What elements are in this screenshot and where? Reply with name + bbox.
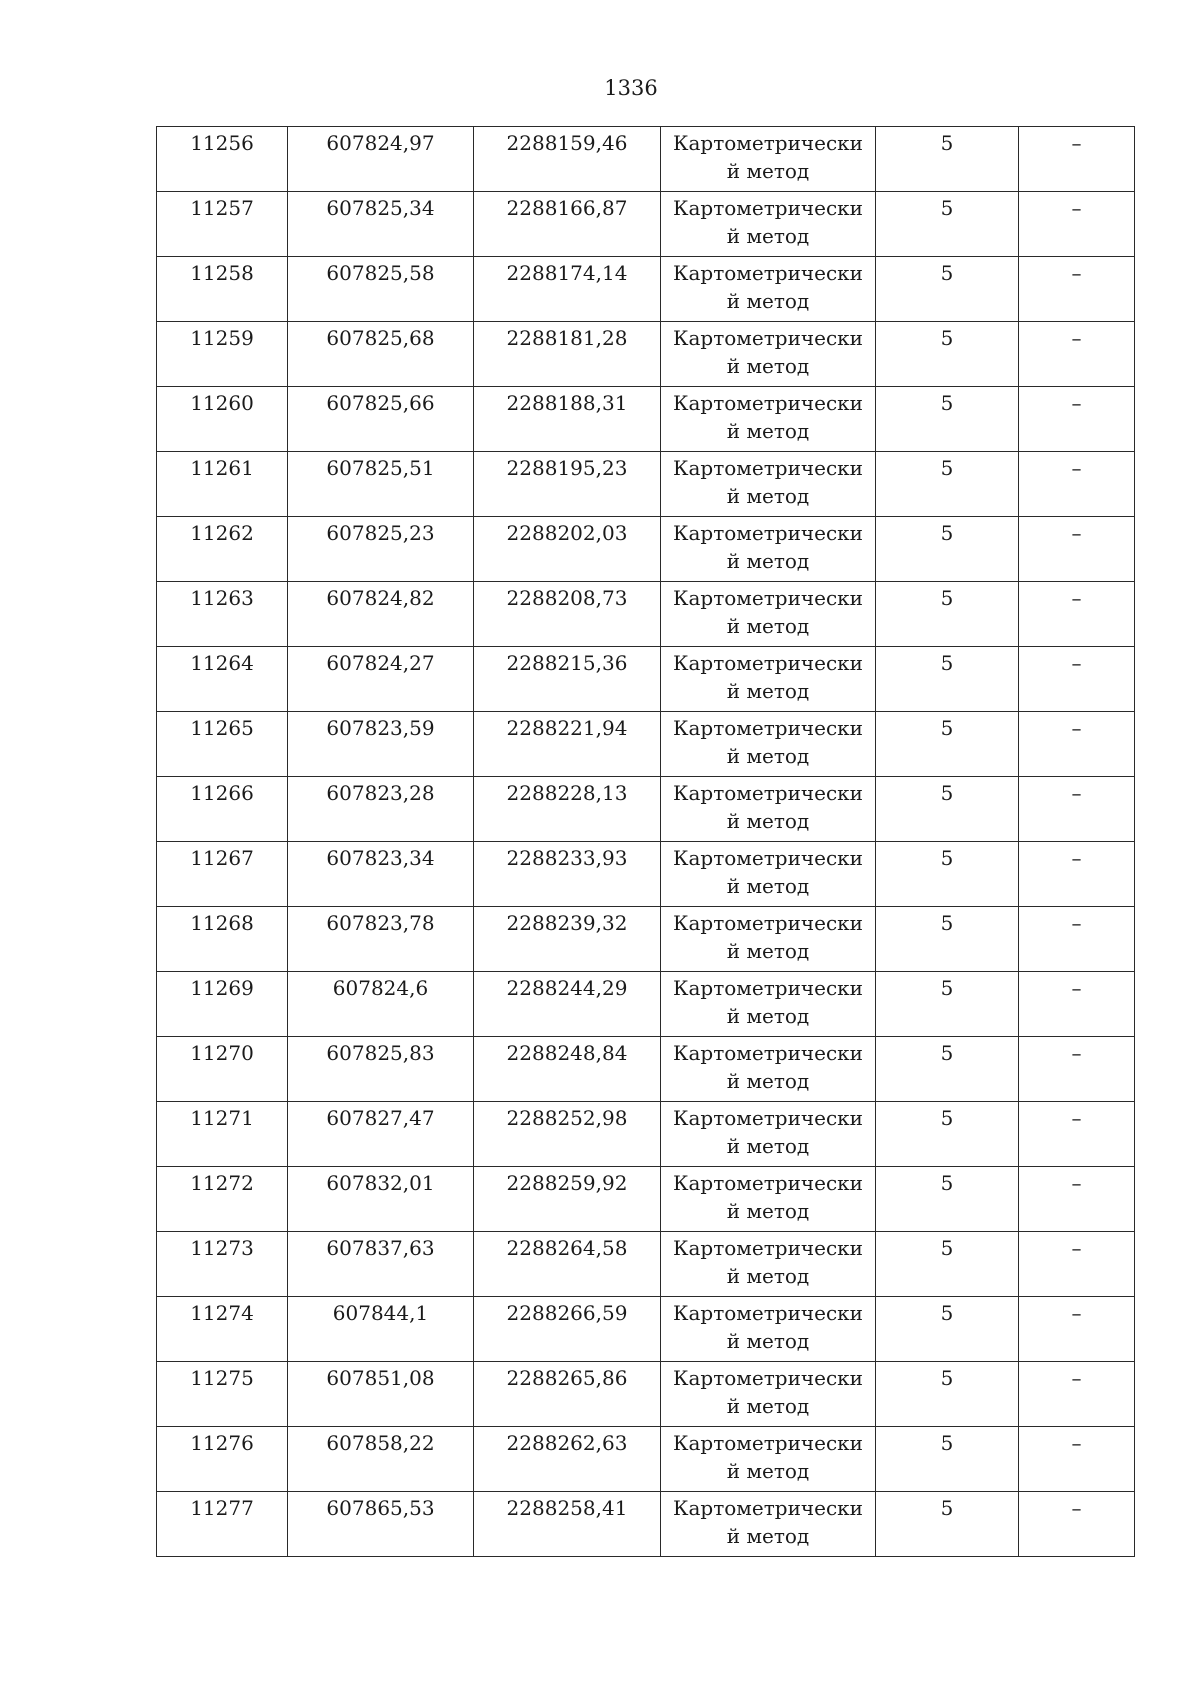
y-coordinate-cell-text: 2288264,58	[506, 1236, 628, 1260]
point-number-cell	[157, 777, 288, 842]
method-cell	[661, 1167, 876, 1232]
accuracy-cell	[876, 907, 1019, 972]
note-cell	[1019, 907, 1135, 972]
y-coordinate-cell-text: 2288259,92	[506, 1171, 628, 1195]
note-cell	[1019, 842, 1135, 907]
point-number-cell	[157, 582, 288, 647]
point-number-cell-text: 11266	[190, 781, 254, 805]
note-cell-text: –	[1071, 131, 1082, 155]
accuracy-cell	[876, 842, 1019, 907]
accuracy-cell-text: 5	[940, 781, 954, 805]
accuracy-cell-text: 5	[940, 261, 954, 285]
method-cell-text: Картометрический метод	[673, 391, 863, 443]
point-number-cell	[157, 1297, 288, 1362]
accuracy-cell	[876, 1167, 1019, 1232]
y-coordinate-cell	[474, 1102, 661, 1167]
y-coordinate-cell	[474, 517, 661, 582]
accuracy-cell-text: 5	[940, 1106, 954, 1130]
point-number-cell	[157, 517, 288, 582]
table-row	[157, 972, 1135, 1037]
note-cell-text: –	[1071, 326, 1082, 350]
note-cell-text: –	[1071, 261, 1082, 285]
point-number-cell-text: 11259	[190, 326, 254, 350]
note-cell	[1019, 777, 1135, 842]
point-number-cell	[157, 842, 288, 907]
x-coordinate-cell-text: 607825,66	[326, 391, 435, 415]
accuracy-cell-text: 5	[940, 1301, 954, 1325]
point-number-cell-text: 11261	[190, 456, 254, 480]
accuracy-cell-text: 5	[940, 716, 954, 740]
x-coordinate-cell-text: 607858,22	[326, 1431, 435, 1455]
y-coordinate-cell	[474, 972, 661, 1037]
x-coordinate-cell-text: 607825,51	[326, 456, 435, 480]
table-row	[157, 907, 1135, 972]
note-cell-text: –	[1071, 1496, 1082, 1520]
table-row	[157, 1427, 1135, 1492]
note-cell	[1019, 127, 1135, 192]
x-coordinate-cell	[288, 1167, 474, 1232]
y-coordinate-cell-text: 2288195,23	[506, 456, 628, 480]
x-coordinate-cell-text: 607825,23	[326, 521, 435, 545]
note-cell-text: –	[1071, 1236, 1082, 1260]
note-cell	[1019, 1492, 1135, 1557]
method-cell-text: Картометрический метод	[673, 846, 863, 898]
x-coordinate-cell	[288, 517, 474, 582]
method-cell-text: Картометрический метод	[673, 326, 863, 378]
method-cell-text: Картометрический метод	[673, 131, 863, 183]
table-row	[157, 1362, 1135, 1427]
method-cell	[661, 452, 876, 517]
point-number-cell-text: 11263	[190, 586, 254, 610]
method-cell-text: Картометрический метод	[673, 781, 863, 833]
x-coordinate-cell	[288, 1297, 474, 1362]
note-cell	[1019, 322, 1135, 387]
accuracy-cell-text: 5	[940, 586, 954, 610]
accuracy-cell	[876, 647, 1019, 712]
accuracy-cell-text: 5	[940, 911, 954, 935]
x-coordinate-cell-text: 607824,97	[326, 131, 435, 155]
note-cell	[1019, 1427, 1135, 1492]
accuracy-cell-text: 5	[940, 196, 954, 220]
accuracy-cell-text: 5	[940, 521, 954, 545]
y-coordinate-cell-text: 2288228,13	[506, 781, 628, 805]
accuracy-cell	[876, 1492, 1019, 1557]
accuracy-cell	[876, 1232, 1019, 1297]
y-coordinate-cell-text: 2288266,59	[506, 1301, 628, 1325]
x-coordinate-cell-text: 607825,68	[326, 326, 435, 350]
point-number-cell	[157, 1362, 288, 1427]
point-number-cell	[157, 647, 288, 712]
y-coordinate-cell-text: 2288208,73	[506, 586, 628, 610]
table-row	[157, 712, 1135, 777]
accuracy-cell	[876, 452, 1019, 517]
note-cell-text: –	[1071, 976, 1082, 1000]
note-cell-text: –	[1071, 456, 1082, 480]
y-coordinate-cell	[474, 712, 661, 777]
x-coordinate-cell	[288, 387, 474, 452]
y-coordinate-cell	[474, 127, 661, 192]
x-coordinate-cell-text: 607823,59	[326, 716, 435, 740]
method-cell-text: Картометрический метод	[673, 651, 863, 703]
point-number-cell	[157, 452, 288, 517]
table-row	[157, 1297, 1135, 1362]
y-coordinate-cell-text: 2288258,41	[506, 1496, 628, 1520]
note-cell-text: –	[1071, 1431, 1082, 1455]
point-number-cell	[157, 1102, 288, 1167]
accuracy-cell-text: 5	[940, 1236, 954, 1260]
table-row	[157, 777, 1135, 842]
accuracy-cell	[876, 1102, 1019, 1167]
table-body	[157, 127, 1135, 1557]
accuracy-cell	[876, 582, 1019, 647]
accuracy-cell	[876, 1362, 1019, 1427]
method-cell	[661, 257, 876, 322]
x-coordinate-cell-text: 607824,82	[326, 586, 435, 610]
point-number-cell	[157, 712, 288, 777]
point-number-cell-text: 11275	[190, 1366, 254, 1390]
x-coordinate-cell	[288, 452, 474, 517]
note-cell	[1019, 517, 1135, 582]
page-number: 1336	[604, 76, 658, 100]
x-coordinate-cell-text: 607823,34	[326, 846, 435, 870]
x-coordinate-cell-text: 607832,01	[326, 1171, 435, 1195]
y-coordinate-cell-text: 2288166,87	[506, 196, 628, 220]
x-coordinate-cell-text: 607837,63	[326, 1236, 435, 1260]
method-cell	[661, 1492, 876, 1557]
method-cell	[661, 192, 876, 257]
point-number-cell-text: 11256	[190, 131, 254, 155]
note-cell	[1019, 387, 1135, 452]
table-row	[157, 452, 1135, 517]
x-coordinate-cell-text: 607827,47	[326, 1106, 435, 1130]
method-cell	[661, 1297, 876, 1362]
note-cell-text: –	[1071, 1366, 1082, 1390]
x-coordinate-cell	[288, 582, 474, 647]
y-coordinate-cell	[474, 1362, 661, 1427]
note-cell-text: –	[1071, 846, 1082, 870]
accuracy-cell	[876, 1037, 1019, 1102]
point-number-cell-text: 11264	[190, 651, 254, 675]
point-number-cell-text: 11277	[190, 1496, 254, 1520]
method-cell	[661, 972, 876, 1037]
table-row	[157, 1492, 1135, 1557]
x-coordinate-cell	[288, 972, 474, 1037]
accuracy-cell-text: 5	[940, 846, 954, 870]
accuracy-cell	[876, 257, 1019, 322]
accuracy-cell-text: 5	[940, 391, 954, 415]
note-cell-text: –	[1071, 651, 1082, 675]
y-coordinate-cell	[474, 582, 661, 647]
table-row	[157, 322, 1135, 387]
note-cell-text: –	[1071, 1041, 1082, 1065]
note-cell	[1019, 712, 1135, 777]
point-number-cell-text: 11276	[190, 1431, 254, 1455]
x-coordinate-cell	[288, 1362, 474, 1427]
y-coordinate-cell	[474, 777, 661, 842]
note-cell	[1019, 192, 1135, 257]
y-coordinate-cell	[474, 452, 661, 517]
method-cell	[661, 517, 876, 582]
y-coordinate-cell	[474, 1297, 661, 1362]
x-coordinate-cell-text: 607824,27	[326, 651, 435, 675]
method-cell-text: Картометрический метод	[673, 261, 863, 313]
accuracy-cell	[876, 517, 1019, 582]
note-cell	[1019, 257, 1135, 322]
accuracy-cell-text: 5	[940, 1171, 954, 1195]
method-cell-text: Картометрический метод	[673, 1301, 863, 1353]
accuracy-cell-text: 5	[940, 326, 954, 350]
point-number-cell-text: 11257	[190, 196, 254, 220]
method-cell-text: Картометрический метод	[673, 456, 863, 508]
accuracy-cell	[876, 972, 1019, 1037]
y-coordinate-cell	[474, 842, 661, 907]
accuracy-cell-text: 5	[940, 1496, 954, 1520]
note-cell-text: –	[1071, 1171, 1082, 1195]
point-number-cell-text: 11274	[190, 1301, 254, 1325]
accuracy-cell	[876, 192, 1019, 257]
y-coordinate-cell-text: 2288221,94	[506, 716, 628, 740]
accuracy-cell	[876, 1427, 1019, 1492]
note-cell-text: –	[1071, 391, 1082, 415]
note-cell-text: –	[1071, 1106, 1082, 1130]
point-number-cell	[157, 972, 288, 1037]
note-cell	[1019, 1102, 1135, 1167]
note-cell	[1019, 1037, 1135, 1102]
accuracy-cell-text: 5	[940, 456, 954, 480]
y-coordinate-cell-text: 2288265,86	[506, 1366, 628, 1390]
note-cell-text: –	[1071, 196, 1082, 220]
note-cell	[1019, 1232, 1135, 1297]
table-row	[157, 647, 1135, 712]
note-cell	[1019, 582, 1135, 647]
y-coordinate-cell-text: 2288262,63	[506, 1431, 628, 1455]
point-number-cell-text: 11273	[190, 1236, 254, 1260]
accuracy-cell	[876, 387, 1019, 452]
method-cell-text: Картометрический метод	[673, 1171, 863, 1223]
x-coordinate-cell	[288, 192, 474, 257]
method-cell	[661, 582, 876, 647]
method-cell	[661, 1037, 876, 1102]
accuracy-cell-text: 5	[940, 1431, 954, 1455]
method-cell	[661, 647, 876, 712]
note-cell	[1019, 452, 1135, 517]
x-coordinate-cell-text: 607865,53	[326, 1496, 435, 1520]
accuracy-cell	[876, 322, 1019, 387]
x-coordinate-cell	[288, 1492, 474, 1557]
y-coordinate-cell-text: 2288239,32	[506, 911, 628, 935]
y-coordinate-cell-text: 2288202,03	[506, 521, 628, 545]
method-cell	[661, 1362, 876, 1427]
point-number-cell	[157, 907, 288, 972]
point-number-cell	[157, 1232, 288, 1297]
accuracy-cell-text: 5	[940, 1041, 954, 1065]
y-coordinate-cell-text: 2288244,29	[506, 976, 628, 1000]
method-cell-text: Картометрический метод	[673, 976, 863, 1028]
point-number-cell	[157, 1427, 288, 1492]
table-row	[157, 1037, 1135, 1102]
x-coordinate-cell-text: 607823,28	[326, 781, 435, 805]
point-number-cell-text: 11258	[190, 261, 254, 285]
y-coordinate-cell	[474, 1232, 661, 1297]
y-coordinate-cell-text: 2288159,46	[506, 131, 628, 155]
y-coordinate-cell	[474, 647, 661, 712]
table-row	[157, 842, 1135, 907]
note-cell-text: –	[1071, 716, 1082, 740]
table-row	[157, 582, 1135, 647]
table-row	[157, 127, 1135, 192]
point-number-cell-text: 11260	[190, 391, 254, 415]
method-cell-text: Картометрический метод	[673, 1106, 863, 1158]
method-cell-text: Картометрический метод	[673, 1431, 863, 1483]
method-cell	[661, 907, 876, 972]
method-cell-text: Картометрический метод	[673, 911, 863, 963]
point-number-cell-text: 11262	[190, 521, 254, 545]
note-cell	[1019, 1362, 1135, 1427]
accuracy-cell-text: 5	[940, 131, 954, 155]
method-cell	[661, 387, 876, 452]
x-coordinate-cell-text: 607851,08	[326, 1366, 435, 1390]
table-row	[157, 1102, 1135, 1167]
note-cell	[1019, 1167, 1135, 1232]
y-coordinate-cell	[474, 1037, 661, 1102]
note-cell	[1019, 647, 1135, 712]
table-row	[157, 517, 1135, 582]
x-coordinate-cell	[288, 842, 474, 907]
note-cell-text: –	[1071, 781, 1082, 805]
x-coordinate-cell-text: 607825,83	[326, 1041, 435, 1065]
method-cell	[661, 1232, 876, 1297]
x-coordinate-cell	[288, 1427, 474, 1492]
point-number-cell-text: 11265	[190, 716, 254, 740]
accuracy-cell	[876, 712, 1019, 777]
y-coordinate-cell	[474, 1167, 661, 1232]
x-coordinate-cell-text: 607823,78	[326, 911, 435, 935]
method-cell-text: Картометрический метод	[673, 1041, 863, 1093]
note-cell-text: –	[1071, 1301, 1082, 1325]
x-coordinate-cell	[288, 322, 474, 387]
y-coordinate-cell	[474, 257, 661, 322]
method-cell	[661, 1102, 876, 1167]
method-cell-text: Картометрический метод	[673, 586, 863, 638]
y-coordinate-cell-text: 2288215,36	[506, 651, 628, 675]
x-coordinate-cell	[288, 907, 474, 972]
x-coordinate-cell-text: 607824,6	[332, 976, 429, 1000]
table-row	[157, 1167, 1135, 1232]
y-coordinate-cell	[474, 192, 661, 257]
note-cell-text: –	[1071, 586, 1082, 610]
y-coordinate-cell-text: 2288233,93	[506, 846, 628, 870]
x-coordinate-cell-text: 607825,34	[326, 196, 435, 220]
note-cell-text: –	[1071, 521, 1082, 545]
y-coordinate-cell-text: 2288174,14	[506, 261, 628, 285]
y-coordinate-cell-text: 2288248,84	[506, 1041, 628, 1065]
note-cell	[1019, 972, 1135, 1037]
x-coordinate-cell	[288, 127, 474, 192]
y-coordinate-cell	[474, 322, 661, 387]
x-coordinate-cell-text: 607844,1	[332, 1301, 429, 1325]
y-coordinate-cell	[474, 907, 661, 972]
method-cell	[661, 712, 876, 777]
method-cell-text: Картометрический метод	[673, 1236, 863, 1288]
point-number-cell-text: 11271	[190, 1106, 254, 1130]
accuracy-cell-text: 5	[940, 1366, 954, 1390]
x-coordinate-cell	[288, 257, 474, 322]
method-cell	[661, 127, 876, 192]
table-row	[157, 192, 1135, 257]
point-number-cell-text: 11272	[190, 1171, 254, 1195]
point-number-cell-text: 11267	[190, 846, 254, 870]
method-cell-text: Картометрический метод	[673, 196, 863, 248]
accuracy-cell	[876, 777, 1019, 842]
point-number-cell-text: 11268	[190, 911, 254, 935]
x-coordinate-cell	[288, 1232, 474, 1297]
table-row	[157, 1232, 1135, 1297]
point-number-cell	[157, 1037, 288, 1102]
x-coordinate-cell	[288, 1102, 474, 1167]
y-coordinate-cell-text: 2288252,98	[506, 1106, 628, 1130]
method-cell	[661, 322, 876, 387]
point-number-cell-text: 11270	[190, 1041, 254, 1065]
method-cell-text: Картометрический метод	[673, 1366, 863, 1418]
y-coordinate-cell	[474, 387, 661, 452]
method-cell-text: Картометрический метод	[673, 1496, 863, 1548]
method-cell-text: Картометрический метод	[673, 716, 863, 768]
table-row	[157, 257, 1135, 322]
point-number-cell-text: 11269	[190, 976, 254, 1000]
method-cell	[661, 777, 876, 842]
y-coordinate-cell-text: 2288188,31	[506, 391, 628, 415]
point-number-cell	[157, 387, 288, 452]
accuracy-cell	[876, 1297, 1019, 1362]
method-cell-text: Картометрический метод	[673, 521, 863, 573]
accuracy-cell	[876, 127, 1019, 192]
point-number-cell	[157, 257, 288, 322]
method-cell	[661, 842, 876, 907]
x-coordinate-cell	[288, 1037, 474, 1102]
point-number-cell	[157, 322, 288, 387]
note-cell	[1019, 1297, 1135, 1362]
y-coordinate-cell-text: 2288181,28	[506, 326, 628, 350]
y-coordinate-cell	[474, 1492, 661, 1557]
accuracy-cell-text: 5	[940, 976, 954, 1000]
x-coordinate-cell	[288, 712, 474, 777]
point-number-cell	[157, 1167, 288, 1232]
x-coordinate-cell	[288, 647, 474, 712]
x-coordinate-cell	[288, 777, 474, 842]
x-coordinate-cell-text: 607825,58	[326, 261, 435, 285]
point-number-cell	[157, 1492, 288, 1557]
note-cell-text: –	[1071, 911, 1082, 935]
method-cell	[661, 1427, 876, 1492]
point-number-cell	[157, 192, 288, 257]
point-number-cell	[157, 127, 288, 192]
coordinates-table	[156, 126, 1135, 1557]
table-row	[157, 387, 1135, 452]
accuracy-cell-text: 5	[940, 651, 954, 675]
y-coordinate-cell	[474, 1427, 661, 1492]
